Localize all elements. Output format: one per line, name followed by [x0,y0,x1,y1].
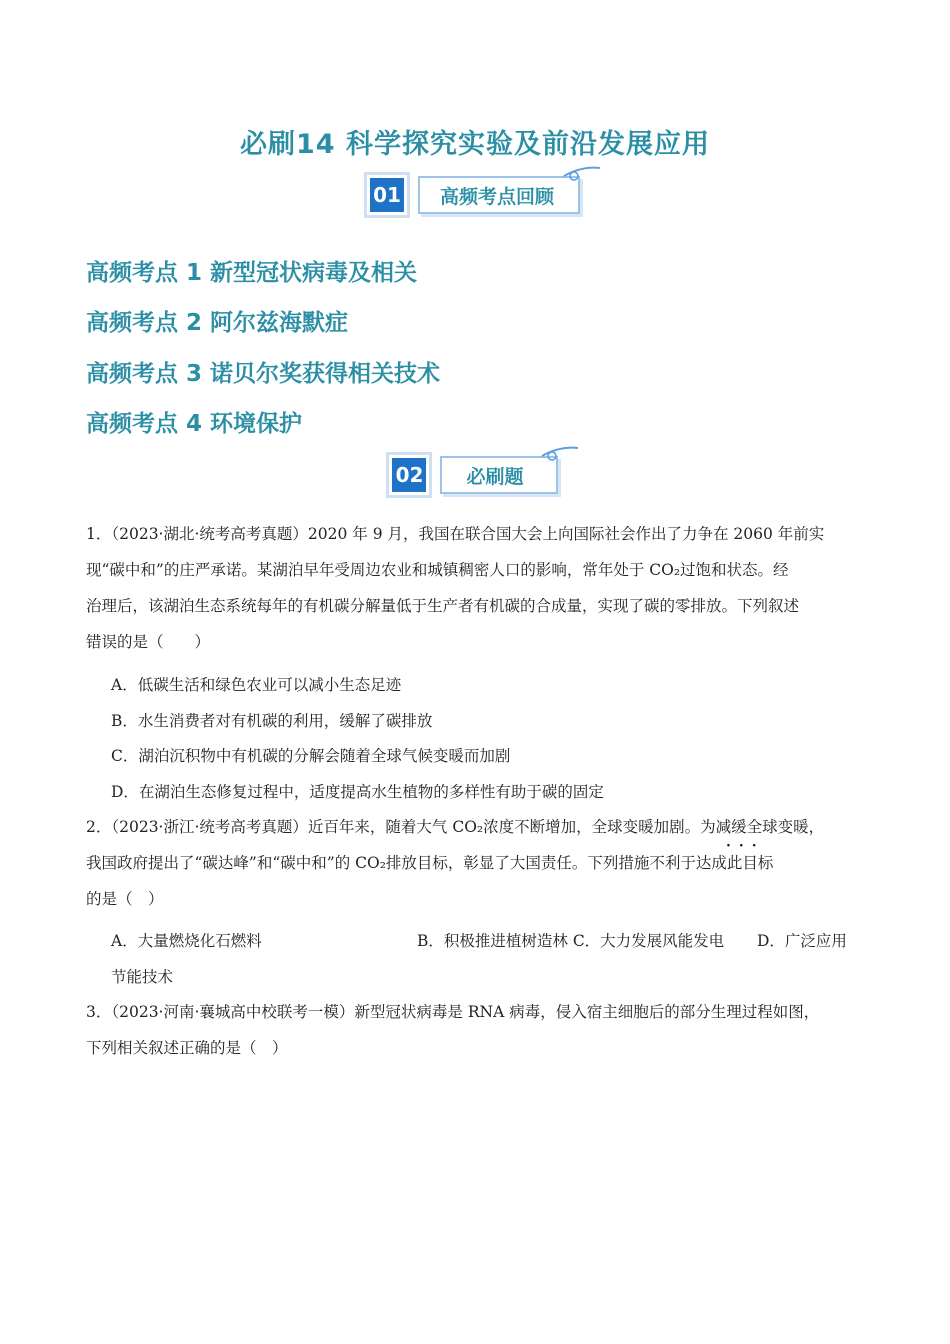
question-2-stem [86,809,862,917]
question-text-line: 现“碳中和”的庄严承诺。某湖泊早年受周边农业和城镇稠密人口的影响，常年处于 CO₂过饱和状态。经 [86,561,789,579]
q2-option-d: D．广泛应用 [757,932,847,950]
keypoint-4: 高频考点 4 环境保护 [86,411,303,437]
question-text-line: 2．（2023·浙江·统考高考真题）近百年来，随着大气 CO₂浓度不断增加，全球变暖加剧。为减缓全球变暖， [86,818,825,836]
q1-option-d: D．在湖泊生态修复过程中，适度提高水生植物的多样性有助于碳的固定 [111,783,604,801]
q1-option-b: B．水生消费者对有机碳的利用，缓解了碳排放 [111,712,433,730]
section-number: 01 [370,178,404,212]
q1-option-a: A．低碳生活和绿色农业可以减小生态足迹 [111,676,402,694]
section-header-review [0,176,950,214]
q2-option-a: A．大量燃烧化石燃料 [111,932,262,950]
section-label: 高频考点回顾 [418,176,580,214]
emphasis-dots: ··· [726,838,765,854]
q1-option-c: C．湖泊沉积物中有机碳的分解会随着全球气候变暖而加剧 [111,747,511,765]
keypoint-1: 高频考点 1 新型冠状病毒及相关 [86,260,418,286]
question-text-line: 我国政府提出了“碳达峰”和“碳中和”的 CO₂排放目标，彰显了大国责任。下列措施不利于达成此目标 [86,854,774,872]
question-text-line: 错误的是（ ） [86,633,211,651]
question-text-line: 的是（ ） [86,890,164,908]
question-text-line: 1．（2023·湖北·统考高考真题）2020 年 9 月，我国在联合国大会上向国际社会作出了力争在 2060 年前实 [86,525,825,543]
section-number: 02 [392,458,426,492]
ribbon-curl-icon [540,444,580,474]
question-3-stem [86,994,862,1066]
keypoint-2: 高频考点 2 阿尔兹海默症 [86,310,349,336]
section-label: 必刷题 [440,456,557,494]
section-header-practice [0,456,950,494]
keypoint-3: 高频考点 3 诺贝尔奖获得相关技术 [86,361,441,387]
q2-option-b-c: B．积极推进植树造林 C．大力发展风能发电 [417,932,725,950]
question-1-stem [86,516,862,660]
question-text-line: 治理后，该湖泊生态系统每年的有机碳分解量低于生产者有机碳的合成量，实现了碳的零排放。下列叙述 [86,597,800,615]
question-text-line: 下列相关叙述正确的是（ ） [86,1039,288,1057]
question-text-line: 3．（2023·河南·襄城高中校联考一模）新型冠状病毒是 RNA 病毒，侵入宿主细胞后的部分生理过程如图， [86,1003,820,1021]
q2-option-d-continued: 节能技术 [111,968,174,986]
page-title: 必刷14 科学探究实验及前沿发展应用 [240,129,710,160]
ribbon-curl-icon [562,164,602,194]
